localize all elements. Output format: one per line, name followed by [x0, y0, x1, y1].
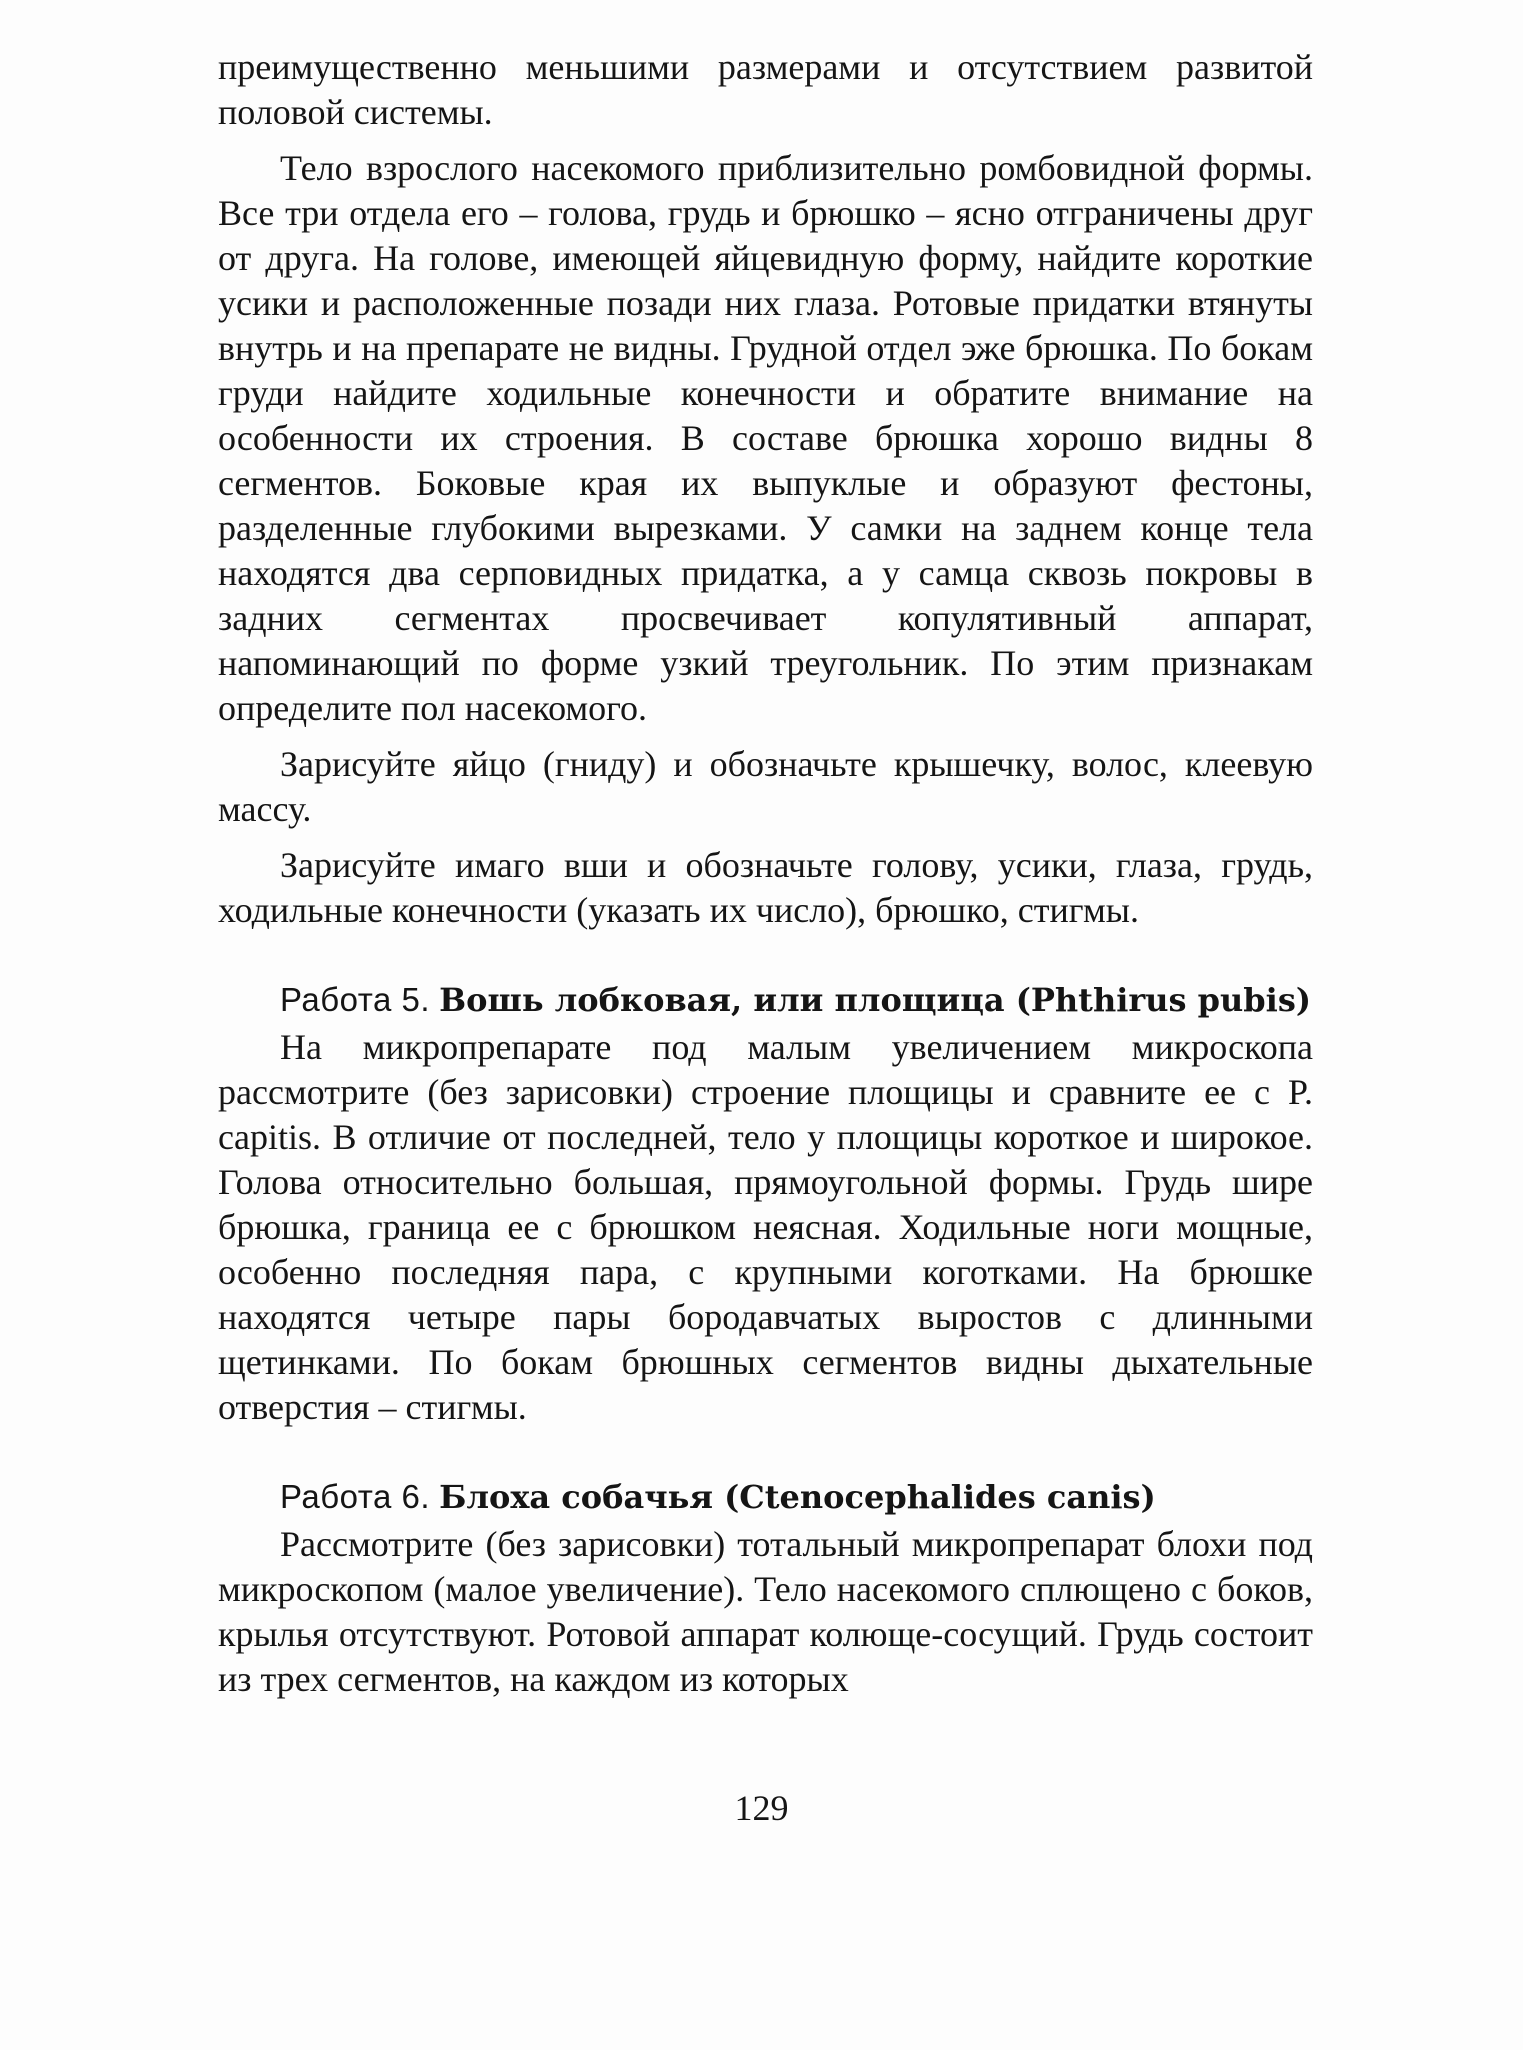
paragraph-draw-imago: Зарисуйте имаго вши и обозначьте голову, усики, глаза, грудь, ходильные конечности (указать их число), брюшко, стигмы.	[218, 845, 1313, 930]
work-6-heading	[218, 1474, 1313, 1520]
work-6-text: Рассмотрите (без зарисовки) тотальный микропрепарат блохи под микроскопом (малое увеличение). Тело насекомого сплющено с боков, крылья отсутствуют. Ротовой аппарат колюще-сосущий. Грудь состоит из трех сегментов, на каждом из которых	[218, 1524, 1313, 1699]
work-6-label: Работа 6.	[280, 1478, 431, 1515]
paragraph-continuation: преимущественно меньшими размерами и отсутствием развитой половой системы.	[218, 47, 1313, 132]
work-5-title: Вошь лобковая, или площица (Phthirus pubis)	[439, 981, 1311, 1019]
work-5-heading	[218, 977, 1313, 1023]
text-block	[218, 45, 1313, 1713]
work-5-label: Работа 5.	[280, 981, 431, 1018]
page-number: 129	[734, 1788, 789, 1828]
work-6-title: Блоха собачья (Ctenocephalides canis)	[439, 1478, 1156, 1516]
paragraph-body-description: Тело взрослого насекомого приблизительно ромбовидной формы. Все три отдела его – голова, грудь и брюшко – ясно отграничены друг от друга. На голове, имеющей яйцевидную форму, найдите короткие усики и расположенные позади них глаза. Ротовые придатки втянуты внутрь и на препарате не видны. Грудной отдел эже брюшка. По бокам груди найдите ходильные конечности и обратите внимание на особенности их строения. В составе брюшка хорошо видны 8 сегментов. Боковые края их выпуклые и образуют фестоны, разделенные глубокими вырезками. У самки на заднем конце тела находятся два серповидных придатка, а у самца сквозь покровы в задних сегментах просвечивает копулятивный аппарат, напоминающий по форме узкий треугольник. По этим признакам определите пол насекомого.	[218, 148, 1313, 728]
work-5-text: На микропрепарате под малым увеличением микроскопа рассмотрите (без зарисовки) строение площицы и сравните ее с P. capitis. В отличие от последней, тело у площицы короткое и широкое. Голова относительно большая, прямоугольной формы. Грудь шире брюшка, граница ее с брюшком неясная. Ходильные ноги мощные, особенно последняя пара, с крупными коготками. На брюшке находятся четыре пары бородавчатых выростов с длинными щетинками. По бокам брюшных сегментов видны дыхательные отверстия – стигмы.	[218, 1027, 1313, 1427]
paragraph-draw-egg: Зарисуйте яйцо (гниду) и обозначьте крышечку, волос, клеевую массу.	[218, 744, 1313, 829]
